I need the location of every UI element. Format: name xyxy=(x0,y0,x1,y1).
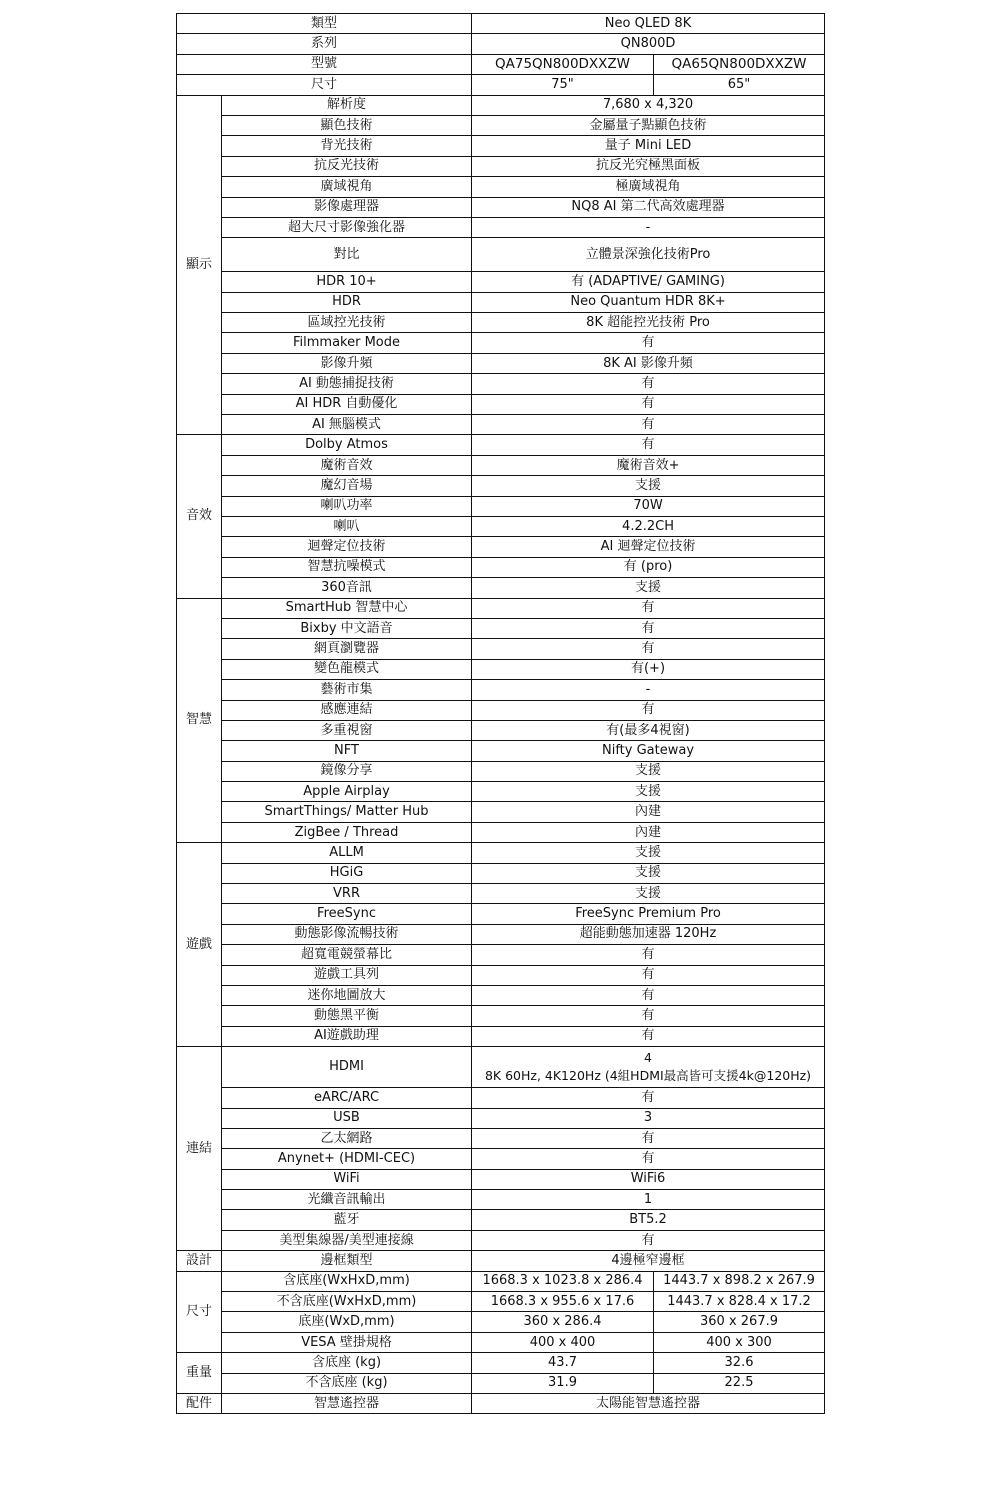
table-row xyxy=(177,136,825,156)
spec-label: HDR 10+ xyxy=(222,272,472,292)
spec-value: 支援 xyxy=(472,884,825,904)
spec-label: FreeSync xyxy=(222,904,472,924)
row-series xyxy=(177,34,825,54)
table-row xyxy=(177,1047,825,1088)
row-size xyxy=(177,75,825,95)
spec-label: 多重視窗 xyxy=(222,720,472,740)
spec-value-65: 32.6 xyxy=(654,1353,825,1373)
spec-label: eARC/ARC xyxy=(222,1088,472,1108)
spec-value-75: 360 x 286.4 xyxy=(472,1312,654,1332)
spec-label: 乙太網路 xyxy=(222,1128,472,1148)
spec-label: 美型集線器/美型連接線 xyxy=(222,1230,472,1250)
spec-value: 有 xyxy=(472,700,825,720)
spec-value: 支援 xyxy=(472,578,825,598)
spec-value: 有 xyxy=(472,985,825,1005)
spec-value: Neo Quantum HDR 8K+ xyxy=(472,292,825,312)
category-smart: 智慧 xyxy=(177,598,222,843)
spec-value-75: 1668.3 x 955.6 x 17.6 xyxy=(472,1292,654,1312)
spec-label: Anynet+ (HDMI-CEC) xyxy=(222,1149,472,1169)
spec-label: 喇叭功率 xyxy=(222,496,472,516)
model-75: QA75QN800DXXZW xyxy=(472,54,654,74)
spec-label: 光纖音訊輸出 xyxy=(222,1190,472,1210)
spec-label: Bixby 中文語音 xyxy=(222,618,472,638)
spec-value-65: 22.5 xyxy=(654,1373,825,1393)
table-row xyxy=(177,924,825,944)
spec-value: 4.2.2CH xyxy=(472,516,825,536)
spec-value: 有 xyxy=(472,598,825,618)
spec-label: VESA 壁掛規格 xyxy=(222,1332,472,1352)
spec-value: 有 xyxy=(472,639,825,659)
spec-value: 有 xyxy=(472,333,825,353)
category-design: 設計 xyxy=(177,1251,222,1271)
table-row xyxy=(177,435,825,455)
table-row xyxy=(177,115,825,135)
spec-value: Nifty Gateway xyxy=(472,741,825,761)
spec-value: 魔術音效+ xyxy=(472,455,825,475)
table-row xyxy=(177,313,825,333)
category-dimensions: 尺寸 xyxy=(177,1271,222,1353)
table-row xyxy=(177,292,825,312)
table-row xyxy=(177,904,825,924)
table-row xyxy=(177,1026,825,1046)
spec-value: 3 xyxy=(472,1108,825,1128)
spec-value: 立體景深強化技術Pro xyxy=(472,238,825,272)
spec-label: 迷你地圖放大 xyxy=(222,985,472,1005)
table-row xyxy=(177,1190,825,1210)
spec-value: 抗反光究極黑面板 xyxy=(472,156,825,176)
spec-value: 有 xyxy=(472,374,825,394)
table-row xyxy=(177,1353,825,1373)
spec-label: WiFi xyxy=(222,1169,472,1189)
table-row xyxy=(177,1210,825,1230)
table-row xyxy=(177,741,825,761)
spec-value-65: 1443.7 x 828.4 x 17.2 xyxy=(654,1292,825,1312)
spec-value: 70W xyxy=(472,496,825,516)
spec-label: USB xyxy=(222,1108,472,1128)
table-row xyxy=(177,238,825,272)
spec-value: WiFi6 xyxy=(472,1169,825,1189)
spec-label: 影像升頻 xyxy=(222,353,472,373)
spec-label: 含底座(WxHxD,mm) xyxy=(222,1271,472,1291)
table-row xyxy=(177,1149,825,1169)
table-row xyxy=(177,965,825,985)
spec-label: 解析度 xyxy=(222,95,472,115)
spec-value: 有 xyxy=(472,618,825,638)
spec-value: 有 xyxy=(472,394,825,414)
spec-value: BT5.2 xyxy=(472,1210,825,1230)
spec-label: AI遊戲助理 xyxy=(222,1026,472,1046)
spec-label: HDR xyxy=(222,292,472,312)
spec-value: 支援 xyxy=(472,782,825,802)
spec-label: 區域控光技術 xyxy=(222,313,472,333)
spec-label: 智慧遙控器 xyxy=(222,1394,472,1414)
table-row xyxy=(177,1088,825,1108)
spec-label: ZigBee / Thread xyxy=(222,822,472,842)
table-row xyxy=(177,1292,825,1312)
row-type xyxy=(177,14,825,34)
spec-value: 有 xyxy=(472,945,825,965)
table-row xyxy=(177,272,825,292)
spec-label: AI HDR 自動優化 xyxy=(222,394,472,414)
table-row xyxy=(177,680,825,700)
spec-value: - xyxy=(472,217,825,237)
table-row xyxy=(177,333,825,353)
table-row xyxy=(177,496,825,516)
spec-label: 顯色技術 xyxy=(222,115,472,135)
table-row xyxy=(177,1128,825,1148)
table-row xyxy=(177,822,825,842)
table-row xyxy=(177,1373,825,1393)
series-value: QN800D xyxy=(472,34,825,54)
spec-label: AI 動態捕捉技術 xyxy=(222,374,472,394)
table-row xyxy=(177,700,825,720)
spec-value: 有 xyxy=(472,435,825,455)
spec-label: Apple Airplay xyxy=(222,782,472,802)
table-row xyxy=(177,761,825,781)
model-65: QA65QN800DXXZW xyxy=(654,54,825,74)
spec-value: 有 xyxy=(472,1128,825,1148)
spec-value-75: 43.7 xyxy=(472,1353,654,1373)
spec-label: 遊戲工具列 xyxy=(222,965,472,985)
category-audio: 音效 xyxy=(177,435,222,598)
spec-value: 支援 xyxy=(472,843,825,863)
spec-value: 有(+) xyxy=(472,659,825,679)
table-row xyxy=(177,1169,825,1189)
spec-value: 內建 xyxy=(472,802,825,822)
spec-label: 魔術音效 xyxy=(222,455,472,475)
spec-table xyxy=(176,13,825,1414)
spec-label: 藍牙 xyxy=(222,1210,472,1230)
spec-label: 抗反光技術 xyxy=(222,156,472,176)
spec-value: 4邊極窄邊框 xyxy=(472,1251,825,1271)
spec-value: 極廣域視角 xyxy=(472,177,825,197)
table-row xyxy=(177,95,825,115)
table-row xyxy=(177,537,825,557)
table-row xyxy=(177,1251,825,1271)
row-model xyxy=(177,54,825,74)
table-row xyxy=(177,884,825,904)
spec-value: 超能動態加速器 120Hz xyxy=(472,924,825,944)
spec-value: - xyxy=(472,680,825,700)
table-row xyxy=(177,1230,825,1250)
table-row xyxy=(177,863,825,883)
spec-label: 喇叭 xyxy=(222,516,472,536)
spec-label: 動態影像流暢技術 xyxy=(222,924,472,944)
table-row xyxy=(177,802,825,822)
table-row xyxy=(177,843,825,863)
table-row xyxy=(177,720,825,740)
spec-label: 廣域視角 xyxy=(222,177,472,197)
spec-value: 有 xyxy=(472,1026,825,1046)
table-row xyxy=(177,394,825,414)
spec-value-65: 360 x 267.9 xyxy=(654,1312,825,1332)
table-row xyxy=(177,659,825,679)
spec-value: 金屬量子點顯色技術 xyxy=(472,115,825,135)
spec-label: 感應連結 xyxy=(222,700,472,720)
spec-value: 支援 xyxy=(472,476,825,496)
table-row xyxy=(177,782,825,802)
table-row xyxy=(177,415,825,435)
spec-label: Filmmaker Mode xyxy=(222,333,472,353)
spec-value: 有 xyxy=(472,1006,825,1026)
table-row xyxy=(177,639,825,659)
category-weight: 重量 xyxy=(177,1353,222,1394)
spec-label: NFT xyxy=(222,741,472,761)
table-row xyxy=(177,476,825,496)
spec-value: 支援 xyxy=(472,761,825,781)
size-65: 65" xyxy=(654,75,825,95)
table-row xyxy=(177,156,825,176)
table-row xyxy=(177,1108,825,1128)
spec-value-75: 1668.3 x 1023.8 x 286.4 xyxy=(472,1271,654,1291)
spec-value: FreeSync Premium Pro xyxy=(472,904,825,924)
spec-label: 智慧抗噪模式 xyxy=(222,557,472,577)
type-label: 類型 xyxy=(177,14,472,34)
spec-label: 網頁瀏覽器 xyxy=(222,639,472,659)
spec-label: ALLM xyxy=(222,843,472,863)
hdmi-value xyxy=(472,1047,825,1088)
spec-label: Dolby Atmos xyxy=(222,435,472,455)
spec-value: NQ8 AI 第二代高效處理器 xyxy=(472,197,825,217)
table-row xyxy=(177,557,825,577)
hdmi-count: 4 xyxy=(644,1050,652,1066)
spec-label: 藝術市集 xyxy=(222,680,472,700)
spec-value-75: 31.9 xyxy=(472,1373,654,1393)
size-75: 75" xyxy=(472,75,654,95)
spec-label: 360音訊 xyxy=(222,578,472,598)
series-label: 系列 xyxy=(177,34,472,54)
type-value: Neo QLED 8K xyxy=(472,14,825,34)
spec-value-75: 400 x 400 xyxy=(472,1332,654,1352)
spec-value: 8K 超能控光技術 Pro xyxy=(472,313,825,333)
spec-value: 支援 xyxy=(472,863,825,883)
table-row xyxy=(177,1312,825,1332)
table-row xyxy=(177,177,825,197)
spec-value: 量子 Mini LED xyxy=(472,136,825,156)
category-accessories: 配件 xyxy=(177,1394,222,1414)
spec-value: 太陽能智慧遙控器 xyxy=(472,1394,825,1414)
spec-value-65: 1443.7 x 898.2 x 267.9 xyxy=(654,1271,825,1291)
spec-label: 影像處理器 xyxy=(222,197,472,217)
category-display: 顯示 xyxy=(177,95,222,435)
table-row xyxy=(177,1332,825,1352)
table-row xyxy=(177,374,825,394)
table-row xyxy=(177,945,825,965)
spec-value-65: 400 x 300 xyxy=(654,1332,825,1352)
model-label: 型號 xyxy=(177,54,472,74)
spec-label: 鏡像分享 xyxy=(222,761,472,781)
spec-label: 不含底座(WxHxD,mm) xyxy=(222,1292,472,1312)
spec-value: 有 (pro) xyxy=(472,557,825,577)
spec-value: 有 xyxy=(472,965,825,985)
spec-label: AI 無腦模式 xyxy=(222,415,472,435)
spec-value: 1 xyxy=(472,1190,825,1210)
table-row xyxy=(177,353,825,373)
spec-label: 含底座 (kg) xyxy=(222,1353,472,1373)
table-row xyxy=(177,217,825,237)
size-label: 尺寸 xyxy=(177,75,472,95)
spec-value: 有 xyxy=(472,1088,825,1108)
table-row xyxy=(177,1394,825,1414)
spec-value: 有 (ADAPTIVE/ GAMING) xyxy=(472,272,825,292)
spec-label: 背光技術 xyxy=(222,136,472,156)
spec-value: 8K AI 影像升頻 xyxy=(472,353,825,373)
spec-label: 迴聲定位技術 xyxy=(222,537,472,557)
spec-label: HGiG xyxy=(222,863,472,883)
hdmi-detail: 8K 60Hz, 4K120Hz (4組HDMI最高皆可支援4k@120Hz) xyxy=(484,1068,812,1084)
spec-label: 變色龍模式 xyxy=(222,659,472,679)
table-row xyxy=(177,578,825,598)
spec-label: HDMI xyxy=(222,1047,472,1088)
spec-value: 內建 xyxy=(472,822,825,842)
spec-label: 超寬電競螢幕比 xyxy=(222,945,472,965)
spec-value: 有 xyxy=(472,1230,825,1250)
spec-label: 動態黑平衡 xyxy=(222,1006,472,1026)
spec-label: 不含底座 (kg) xyxy=(222,1373,472,1393)
table-row xyxy=(177,516,825,536)
spec-label: SmartHub 智慧中心 xyxy=(222,598,472,618)
spec-label: 魔幻音場 xyxy=(222,476,472,496)
table-row xyxy=(177,618,825,638)
table-row xyxy=(177,985,825,1005)
table-row xyxy=(177,598,825,618)
spec-label: 邊框類型 xyxy=(222,1251,472,1271)
spec-label: VRR xyxy=(222,884,472,904)
category-gaming: 遊戲 xyxy=(177,843,222,1047)
spec-value: 有(最多4視窗) xyxy=(472,720,825,740)
spec-label: 底座(WxD,mm) xyxy=(222,1312,472,1332)
spec-label: 對比 xyxy=(222,238,472,272)
spec-value: 有 xyxy=(472,415,825,435)
spec-value: 有 xyxy=(472,1149,825,1169)
spec-label: 超大尺寸影像強化器 xyxy=(222,217,472,237)
table-row xyxy=(177,455,825,475)
table-row xyxy=(177,197,825,217)
spec-value: 7,680 x 4,320 xyxy=(472,95,825,115)
spec-label: SmartThings/ Matter Hub xyxy=(222,802,472,822)
spec-value: AI 迴聲定位技術 xyxy=(472,537,825,557)
category-connectivity: 連結 xyxy=(177,1047,222,1251)
table-row xyxy=(177,1006,825,1026)
table-row xyxy=(177,1271,825,1291)
